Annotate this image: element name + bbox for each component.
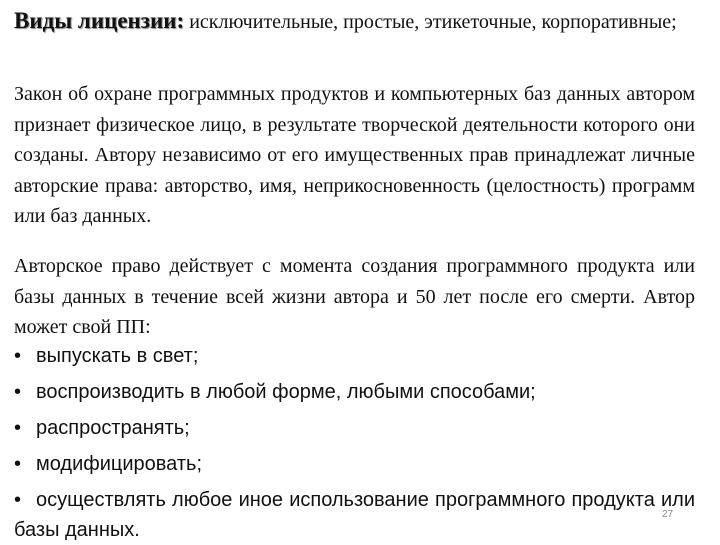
license-types-paragraph [14, 6, 695, 38]
list-item [14, 338, 695, 374]
bullet-icon: • [14, 489, 22, 511]
slide-number: 27 [662, 509, 674, 520]
list-item [14, 482, 695, 545]
copyright-paragraph-text: Авторское право действует с момента создания программного продукта или базы данных в течение всей жизни автора и 50 лет после его смерти. Автор может свой ПП: [14, 255, 695, 338]
list-item-text: осуществлять любое иное использование программного продукта или базы данных. [14, 489, 695, 541]
list-item-text: распространять; [36, 417, 190, 439]
list-item-text: выпускать в свет; [36, 345, 199, 367]
bullet-icon: • [14, 453, 22, 475]
law-paragraph-text: Закон об охране программных продуктов и компьютерных баз данных автором признает физическое лицо, в результате творческой деятельности которого они созданы. Автору независимо от его имущественных прав принадлежат личные авторские права: авторство, имя, неприкосновенность (целостность) программ или баз данных. [14, 83, 695, 227]
list-item [14, 374, 695, 410]
bullet-icon: • [14, 381, 22, 403]
bullet-icon: • [14, 345, 22, 367]
list-item-text: модифицировать; [36, 453, 202, 475]
bullet-icon: • [14, 417, 22, 439]
list-item [14, 446, 695, 482]
list-item-text: воспроизводить в любой форме, любыми способами; [36, 381, 536, 403]
list-item [14, 410, 695, 446]
law-paragraph [14, 79, 695, 232]
license-types-heading: Виды лицензии: [14, 8, 185, 33]
copyright-paragraph [14, 251, 695, 343]
license-types-text: исключительные, простые, этикеточные, корпоративные; [189, 11, 677, 33]
rights-bullet-list [14, 338, 695, 545]
